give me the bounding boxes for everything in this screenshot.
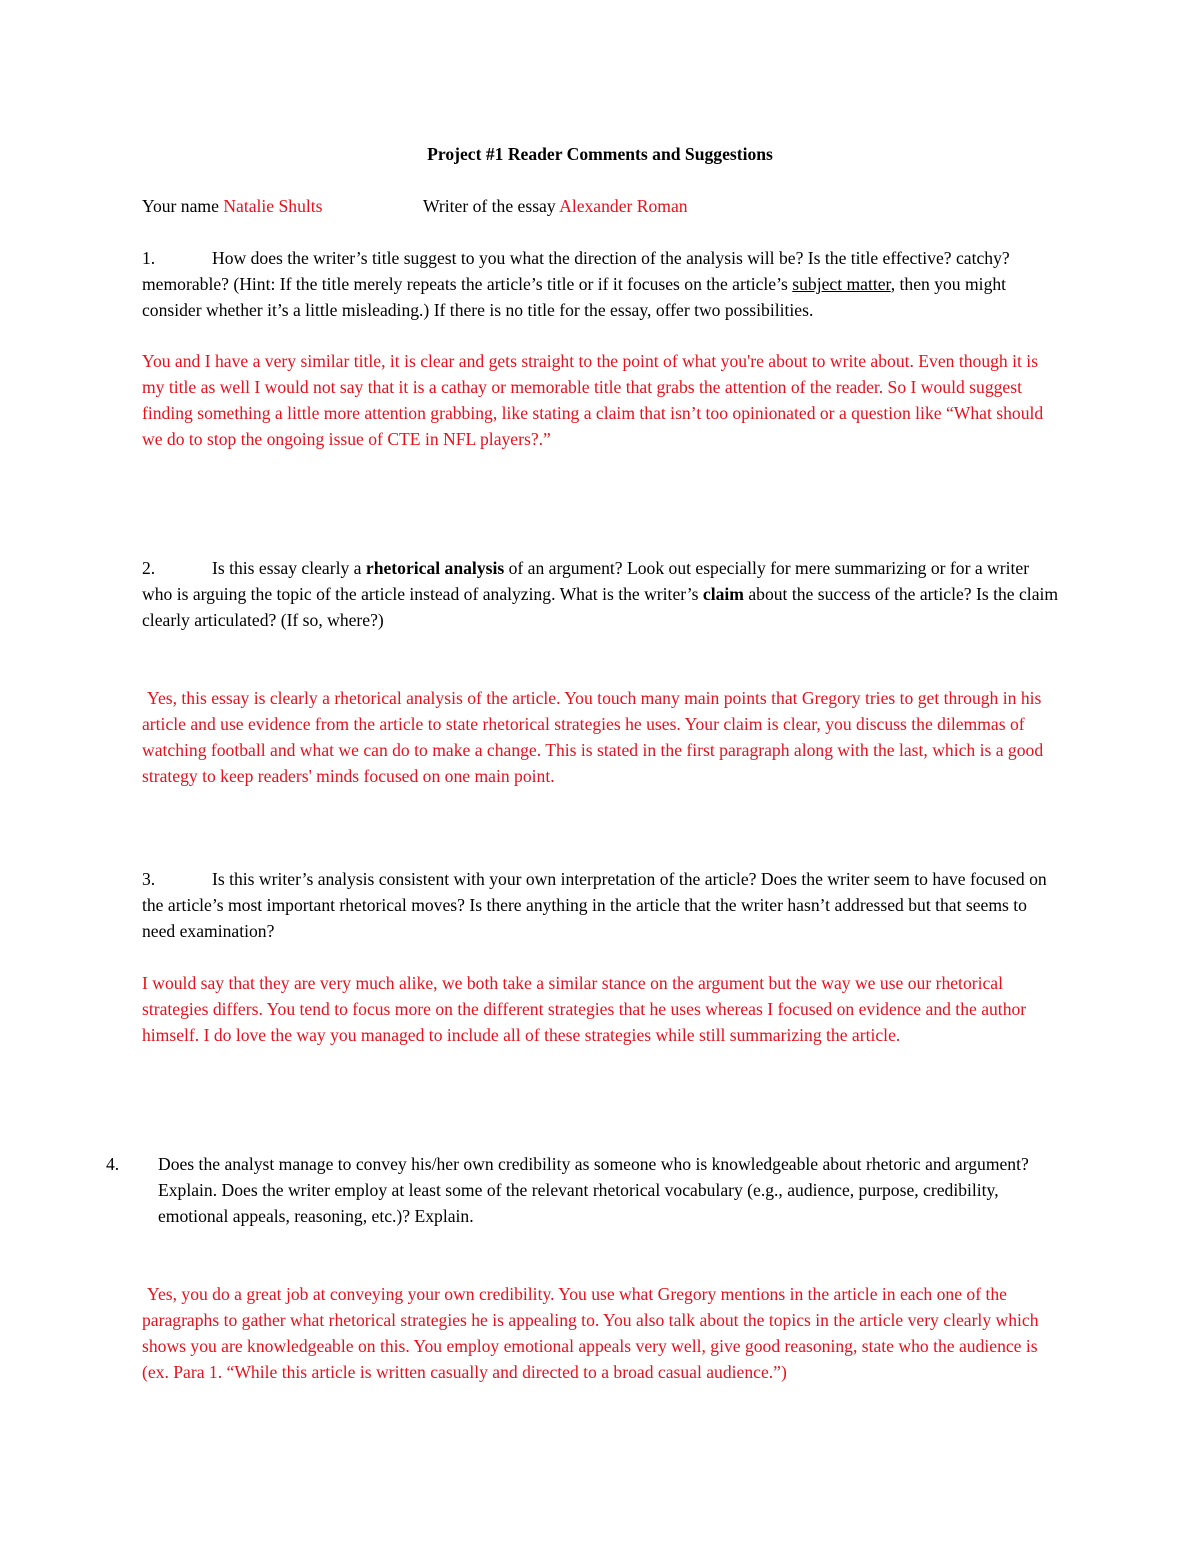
question-3-text: Is this writer’s analysis consistent with your own interpretation of the article? Does the writer seem to have focused on the article’s most important rhetorical moves? Is there anything in the article that the writer hasn’t addressed but that seems to need examination? — [142, 869, 1047, 941]
question-4-text: Does the analyst manage to convey his/her own credibility as someone who is knowledgeable about rhetoric and argument? Explain. Does the writer employ at least some of the relevant rhetorical vocabulary (e.g., audience, purpose, credibility, emotional appeals, reasoning, etc.)? Explain. — [158, 1154, 1029, 1226]
question-2-bold-a: rhetorical analysis — [365, 558, 505, 578]
question-1-text-a: How does the writer’s title suggest to you what the direction of the analysis will be? Is the title effective? catchy? memorable? (Hint: If the title merely repeats the article’s title or if it focuses on the article’s — [142, 248, 1010, 294]
your-name-label: Your name — [142, 196, 219, 216]
your-name-value: Natalie Shults — [223, 196, 323, 216]
question-1 — [142, 245, 1062, 323]
question-1-underlined: subject matter — [792, 274, 891, 294]
question-2-text-c: about the success of the article? Is the claim clearly articulated? (If so, where?) — [142, 584, 1059, 630]
question-3 — [142, 866, 1062, 944]
writer-value: Alexander Roman — [559, 196, 688, 216]
document-title: Project #1 Reader Comments and Suggestions — [427, 144, 773, 164]
names-line — [142, 193, 1062, 219]
question-4 — [106, 1151, 1062, 1229]
question-3-number: 3. — [142, 869, 156, 889]
answer-4: Yes, you do a great job at conveying your own credibility. You use what Gregory mentions in the article in each one of the paragraphs to gather what rhetorical strategies he is appealing to. You also talk about the topics in the article very clearly which shows you are knowledgeable on this. You employ emotional appeals very well, give good reasoning, state who the audience is (ex. Para 1. “While this article is written casually and directed to a broad casual audience.”) — [142, 1284, 1039, 1382]
question-2-text-a: Is this essay clearly a — [212, 558, 366, 578]
answer-2: Yes, this essay is clearly a rhetorical analysis of the article. You touch many main points that Gregory tries to get through in his article and use evidence from the article to state rhetorical strategies he uses. Your claim is clear, you discuss the dilemmas of watching football and what we can do to make a change. This is stated in the first paragraph along with the last, which is a good strategy to keep readers' minds focused on one main point. — [142, 688, 1044, 786]
question-1-text-b: , then you might consider whether it’s a little misleading.) If there is no title for the essay, offer two possibilities. — [142, 274, 1007, 320]
writer-label: Writer of the essay — [423, 196, 556, 216]
question-1-number: 1. — [142, 248, 156, 268]
question-2-number: 2. — [142, 558, 156, 578]
question-2-text-b: of an argument? Look out especially for mere summarizing or for a writer who is arguing the topic of the article instead of analyzing. What is the writer’s — [142, 558, 1030, 604]
question-4-number: 4. — [106, 1154, 120, 1174]
question-4-item — [106, 1151, 1062, 1229]
question-2 — [142, 555, 1062, 633]
answer-1: You and I have a very similar title, it is clear and gets straight to the point of what you're about to write about. Even though it is my title as well I would not say that it is a cathay or memorable title that grabs the attention of the reader. So I would suggest finding something a little more attention grabbing, like stating a claim that isn’t too opinionated or a question like “What should we do to stop the ongoing issue of CTE in NFL players?.” — [142, 351, 1044, 449]
question-2-bold-b: claim — [702, 584, 744, 604]
writer-field — [423, 193, 688, 219]
answer-3: I would say that they are very much alike, we both take a similar stance on the argument but the way we use our rhetorical strategies differs. You tend to focus more on the different strategies that he uses whereas I focused on evidence and the author himself. I do love the way you managed to include all of these strategies while still summarizing the article. — [142, 973, 1027, 1045]
